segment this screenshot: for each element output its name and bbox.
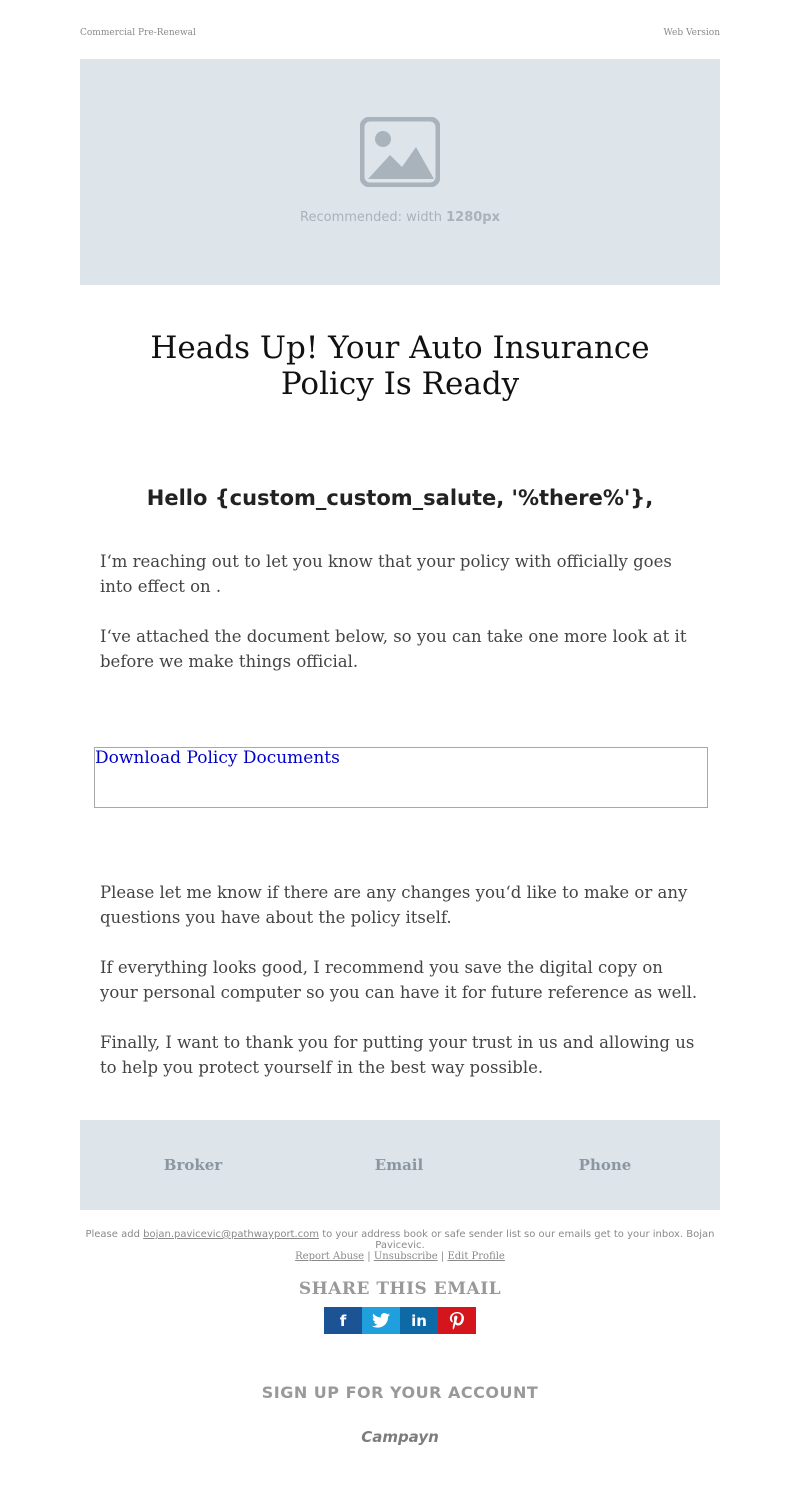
recommended-label: Recommended: width: [300, 210, 447, 225]
web-version-link[interactable]: Web Version: [663, 28, 720, 38]
body-paragraph-5: Finally, I want to thank you for putting your trust in us and allowing us to help you protect yourself in the best way possible.: [100, 1033, 695, 1077]
body-paragraph-4: If everything looks good, I recommend you save the digital copy on your personal computer so you can have it for future reference as well.: [100, 958, 698, 1002]
preheader-text: Commercial Pre-Renewal: [80, 28, 196, 38]
signup-link[interactable]: SIGN UP FOR YOUR ACCOUNT: [261, 1383, 539, 1402]
linkedin-share-button[interactable]: [400, 1307, 438, 1334]
broker-label: Broker: [163, 1156, 223, 1174]
pinterest-icon: [449, 1312, 465, 1330]
separator: |: [437, 1251, 448, 1262]
social-share-buttons: [324, 1307, 476, 1334]
download-button-box[interactable]: [94, 747, 708, 808]
facebook-share-button[interactable]: [324, 1307, 362, 1334]
phone-label: Phone: [578, 1156, 632, 1174]
email-title: Heads Up! Your Auto Insurance Policy Is Ready: [150, 330, 650, 402]
twitter-bird-icon: [372, 1313, 390, 1328]
recommended-width-value: 1280px: [446, 210, 500, 225]
download-policy-link[interactable]: Download Policy Documents: [95, 748, 340, 768]
linkedin-icon: in: [411, 1311, 427, 1330]
safe-sender-note: [80, 1229, 720, 1251]
sender-email-link[interactable]: bojan.pavicevic@pathwayport.com: [143, 1229, 320, 1240]
body-paragraph-1: I‘m reaching out to let you know that your policy with officially goes into effect on .: [100, 552, 672, 596]
image-placeholder-icon: [360, 117, 440, 187]
pinterest-share-button[interactable]: [438, 1307, 476, 1334]
hero-image-placeholder: [80, 59, 720, 285]
body-paragraph-2: I‘ve attached the document below, so you can take one more look at it before we make things official.: [100, 627, 687, 671]
unsubscribe-link[interactable]: Unsubscribe: [373, 1251, 438, 1262]
campayn-logo[interactable]: Campayn: [361, 1428, 439, 1446]
greeting: Hello {custom_custom_salute, '%there%'},: [146, 486, 654, 510]
note-prefix: Please add: [85, 1229, 144, 1240]
footer-links: [80, 1251, 720, 1262]
facebook-icon: f: [339, 1311, 347, 1330]
separator: |: [364, 1251, 374, 1262]
share-title: SHARE THIS EMAIL: [298, 1279, 502, 1299]
twitter-share-button[interactable]: [362, 1307, 400, 1334]
preheader: [80, 28, 720, 42]
email-label: Email: [374, 1156, 424, 1174]
recommended-width-text: [80, 210, 720, 225]
body-paragraph-3: Please let me know if there are any changes you‘d like to make or any questions you have about the policy itself.: [100, 883, 688, 927]
report-abuse-link[interactable]: Report Abuse: [295, 1251, 365, 1262]
contact-bar: [80, 1120, 720, 1210]
edit-profile-link[interactable]: Edit Profile: [447, 1251, 505, 1262]
note-suffix: to your address book or safe sender list so our emails get to your inbox. Bojan Pavicevic.: [319, 1229, 715, 1251]
